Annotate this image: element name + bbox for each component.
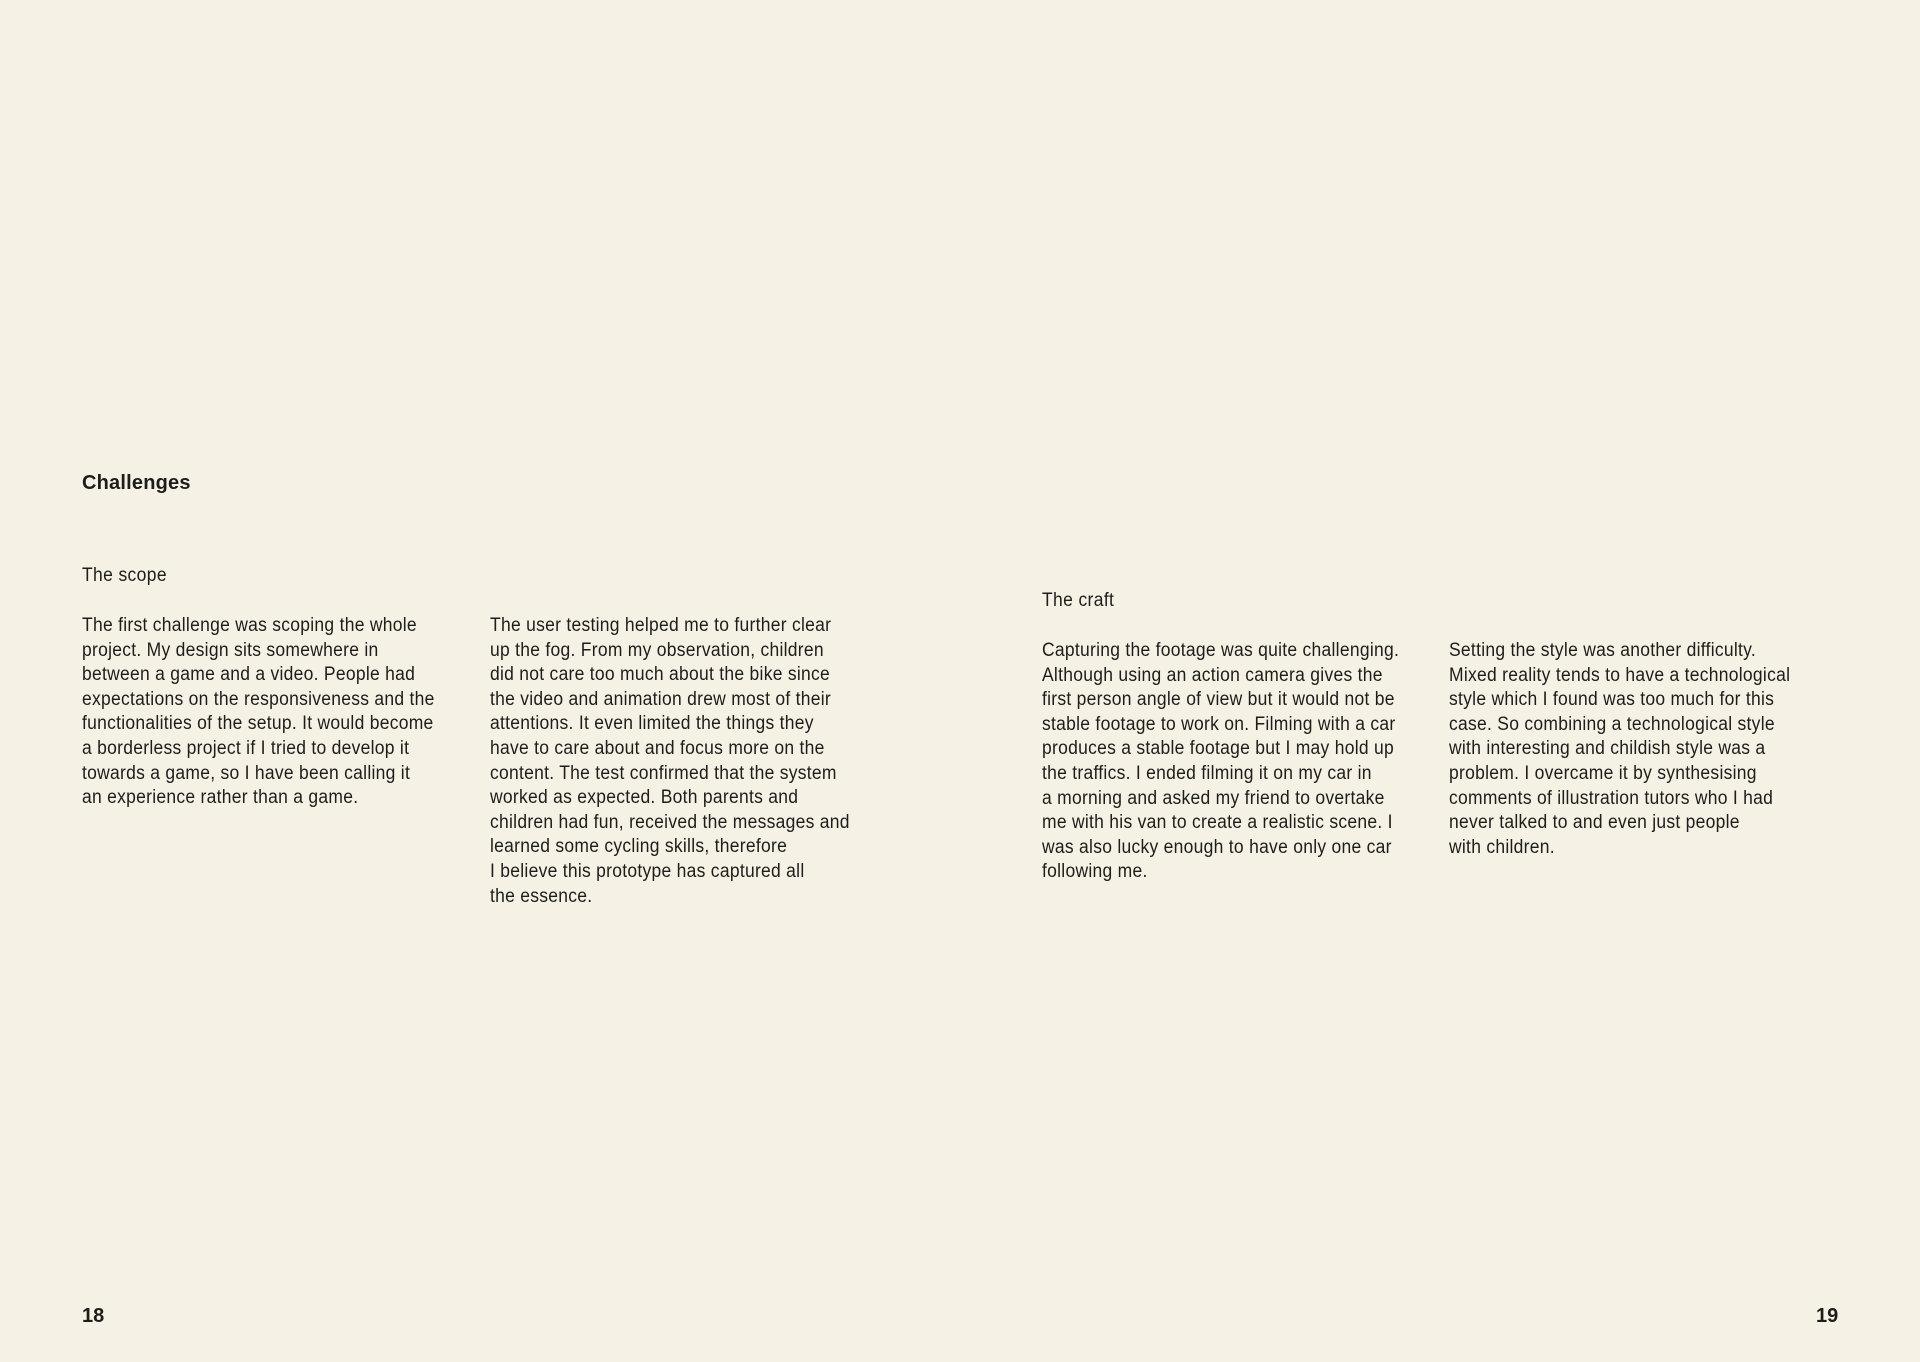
craft-paragraph-1: Capturing the footage was quite challenging. Although using an action camera gives the first person angle of view but it would not be stable footage to work on. Filming with a car produces a stable footage but I may hold up the traffics. I ended filming it on my car in a morning and asked my friend to overtake me with his van to create a realistic scene. I was also lucky enough to have only one car following me. [1042, 640, 1400, 883]
scope-paragraph-2: The user testing helped me to further clear up the fog. From my observation, children did not care too much about the bike since the video and animation drew most of their attentions. It even limited the things they have to care about and focus more on the content. The test confirmed that the system worked as expected. Both parents and children had fun, received the messages and learned some cycling skills, therefore I believe this prototype has captured all the essence. [490, 615, 850, 907]
scope-paragraph-1: The first challenge was scoping the whole project. My design sits somewhere in between a game and a video. People had expectations on the responsiveness and the functionalities of the setup. It would become a borderless project if I tried to develop it towards a game, so I have been calling it an experience rather than a game. [82, 615, 435, 809]
page-number-right: 19 [1816, 1305, 1839, 1327]
scope-heading: The scope [82, 565, 167, 586]
page-number-left: 18 [82, 1305, 105, 1327]
section-title: Challenges [82, 472, 191, 494]
craft-heading: The craft [1042, 590, 1115, 611]
craft-paragraph-2: Setting the style was another difficulty. Mixed reality tends to have a technological style which I found was too much for this case. So combining a technological style with interesting and childish style was a problem. I overcame it by synthesising comments of illustration tutors who I had never talked to and even just people with children. [1449, 640, 1791, 858]
